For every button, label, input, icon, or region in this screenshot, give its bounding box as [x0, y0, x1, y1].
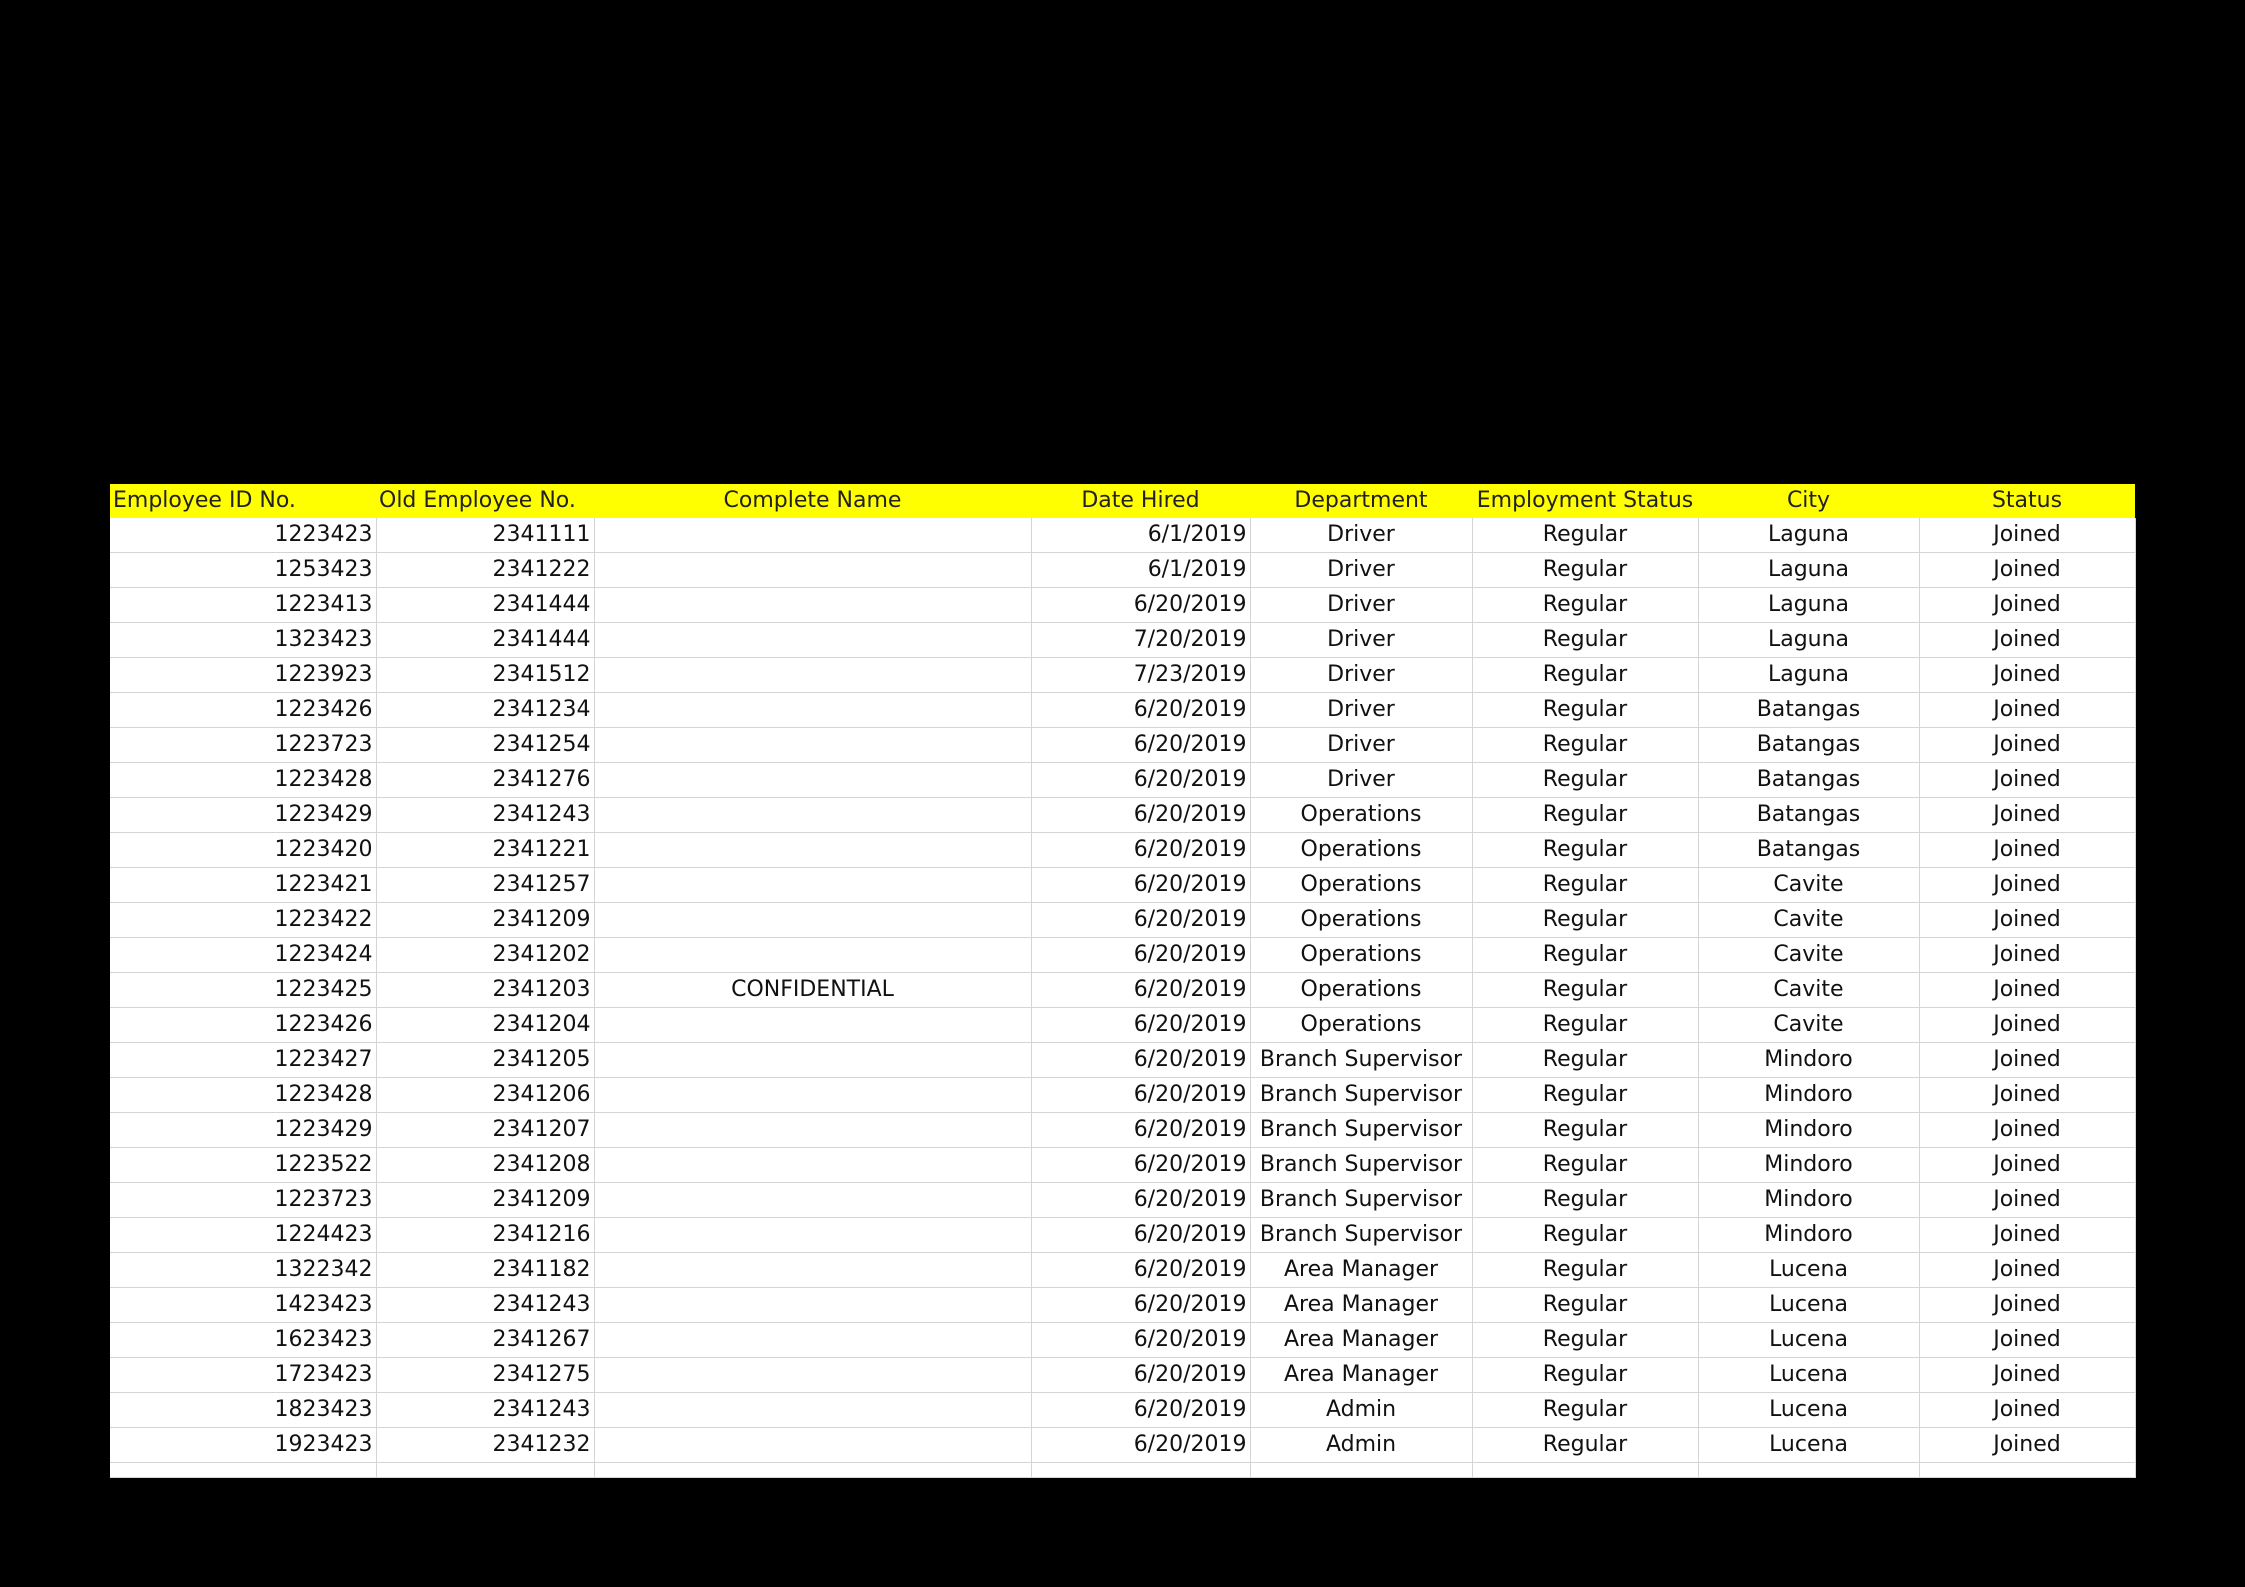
employee-id-cell[interactable]: 1223923 [110, 658, 376, 693]
status-cell[interactable]: Joined [1919, 1253, 2135, 1288]
city-cell[interactable]: Batangas [1698, 693, 1919, 728]
empty-cell[interactable] [376, 1463, 594, 1478]
date-hired-cell[interactable]: 6/1/2019 [1031, 518, 1250, 553]
employment-status-cell[interactable]: Regular [1472, 553, 1698, 588]
table-row [110, 693, 2135, 728]
department-cell[interactable]: Operations [1250, 903, 1472, 938]
status-cell[interactable]: Joined [1919, 903, 2135, 938]
table-row [110, 728, 2135, 763]
status-cell[interactable]: Joined [1919, 833, 2135, 868]
department-cell[interactable]: Driver [1250, 693, 1472, 728]
old-employee-no-cell[interactable]: 2341216 [376, 1218, 594, 1253]
city-cell[interactable]: Cavite [1698, 973, 1919, 1008]
department-cell[interactable]: Branch Supervisor [1250, 1078, 1472, 1113]
employee-id-cell[interactable]: 1223423 [110, 518, 376, 553]
employee-id-cell[interactable]: 1322342 [110, 1253, 376, 1288]
old-employee-no-cell[interactable]: 2341276 [376, 763, 594, 798]
complete-name-cell[interactable] [594, 1253, 1031, 1288]
employee-id-cell[interactable]: 1623423 [110, 1323, 376, 1358]
old-employee-no-cell[interactable]: 2341444 [376, 588, 594, 623]
department-cell[interactable]: Area Manager [1250, 1323, 1472, 1358]
old-employee-no-cell[interactable]: 2341209 [376, 903, 594, 938]
table-row [110, 1148, 2135, 1183]
empty-cell[interactable] [1698, 1463, 1919, 1478]
status-cell[interactable]: Joined [1919, 1288, 2135, 1323]
date-hired-cell[interactable]: 6/20/2019 [1031, 1218, 1250, 1253]
table-row [110, 588, 2135, 623]
old-employee-no-cell[interactable]: 2341209 [376, 1183, 594, 1218]
status-cell[interactable]: Joined [1919, 693, 2135, 728]
status-cell[interactable]: Joined [1919, 798, 2135, 833]
city-cell[interactable]: Cavite [1698, 1008, 1919, 1043]
department-cell[interactable]: Driver [1250, 623, 1472, 658]
department-cell[interactable]: Branch Supervisor [1250, 1113, 1472, 1148]
employment-status-cell[interactable]: Regular [1472, 833, 1698, 868]
employment-status-cell[interactable]: Regular [1472, 973, 1698, 1008]
employment-status-cell[interactable]: Regular [1472, 868, 1698, 903]
employment-status-cell[interactable]: Regular [1472, 1218, 1698, 1253]
employee-id-cell[interactable]: 1723423 [110, 1358, 376, 1393]
date-hired-cell[interactable]: 6/20/2019 [1031, 1358, 1250, 1393]
date-hired-cell[interactable]: 6/20/2019 [1031, 1043, 1250, 1078]
employee-id-cell[interactable]: 1223425 [110, 973, 376, 1008]
employment-status-cell[interactable]: Regular [1472, 1428, 1698, 1463]
city-cell[interactable]: Laguna [1698, 588, 1919, 623]
employee-id-cell[interactable]: 1223723 [110, 1183, 376, 1218]
header-city[interactable]: City [1698, 484, 1919, 518]
table-row [110, 763, 2135, 798]
employee-id-cell[interactable]: 1223723 [110, 728, 376, 763]
date-hired-cell[interactable]: 6/20/2019 [1031, 728, 1250, 763]
status-cell[interactable]: Joined [1919, 553, 2135, 588]
old-employee-no-cell[interactable]: 2341512 [376, 658, 594, 693]
department-cell[interactable]: Branch Supervisor [1250, 1218, 1472, 1253]
date-hired-cell[interactable]: 6/1/2019 [1031, 553, 1250, 588]
employment-status-cell[interactable]: Regular [1472, 1113, 1698, 1148]
employment-status-cell[interactable]: Regular [1472, 728, 1698, 763]
department-cell[interactable]: Driver [1250, 588, 1472, 623]
city-cell[interactable]: Lucena [1698, 1288, 1919, 1323]
table-row [110, 1078, 2135, 1113]
employment-status-cell[interactable]: Regular [1472, 1253, 1698, 1288]
header-employment-status[interactable]: Employment Status [1472, 484, 1698, 518]
date-hired-cell[interactable]: 7/20/2019 [1031, 623, 1250, 658]
old-employee-no-cell[interactable]: 2341234 [376, 693, 594, 728]
empty-cell[interactable] [1919, 1463, 2135, 1478]
department-cell[interactable]: Area Manager [1250, 1288, 1472, 1323]
employee-id-cell[interactable]: 1223426 [110, 693, 376, 728]
date-hired-cell[interactable]: 7/23/2019 [1031, 658, 1250, 693]
city-cell[interactable]: Cavite [1698, 903, 1919, 938]
employment-status-cell[interactable]: Regular [1472, 693, 1698, 728]
complete-name-cell[interactable] [594, 1148, 1031, 1183]
old-employee-no-cell[interactable]: 2341257 [376, 868, 594, 903]
employment-status-cell[interactable]: Regular [1472, 518, 1698, 553]
employment-status-cell[interactable]: Regular [1472, 1358, 1698, 1393]
department-cell[interactable]: Branch Supervisor [1250, 1183, 1472, 1218]
date-hired-cell[interactable]: 6/20/2019 [1031, 868, 1250, 903]
old-employee-no-cell[interactable]: 2341206 [376, 1078, 594, 1113]
status-cell[interactable]: Joined [1919, 1393, 2135, 1428]
header-department[interactable]: Department [1250, 484, 1472, 518]
employee-id-cell[interactable]: 1223429 [110, 1113, 376, 1148]
complete-name-cell[interactable] [594, 938, 1031, 973]
date-hired-cell[interactable]: 6/20/2019 [1031, 1253, 1250, 1288]
city-cell[interactable]: Mindoro [1698, 1043, 1919, 1078]
date-hired-cell[interactable]: 6/20/2019 [1031, 973, 1250, 1008]
city-cell[interactable]: Batangas [1698, 798, 1919, 833]
table-row [110, 903, 2135, 938]
employment-status-cell[interactable]: Regular [1472, 1183, 1698, 1218]
status-cell[interactable]: Joined [1919, 518, 2135, 553]
date-hired-cell[interactable]: 6/20/2019 [1031, 1428, 1250, 1463]
old-employee-no-cell[interactable]: 2341222 [376, 553, 594, 588]
status-cell[interactable]: Joined [1919, 1358, 2135, 1393]
department-cell[interactable]: Operations [1250, 1008, 1472, 1043]
status-cell[interactable]: Joined [1919, 1113, 2135, 1148]
header-date-hired[interactable]: Date Hired [1031, 484, 1250, 518]
table-row [110, 1323, 2135, 1358]
empty-row [110, 1463, 2135, 1478]
employee-id-cell[interactable]: 1223420 [110, 833, 376, 868]
employment-status-cell[interactable]: Regular [1472, 658, 1698, 693]
status-cell[interactable]: Joined [1919, 973, 2135, 1008]
table-row [110, 868, 2135, 903]
old-employee-no-cell[interactable]: 2341202 [376, 938, 594, 973]
table-row [110, 973, 2135, 1008]
status-cell[interactable]: Joined [1919, 938, 2135, 973]
header-status[interactable]: Status [1919, 484, 2135, 518]
date-hired-cell[interactable]: 6/20/2019 [1031, 938, 1250, 973]
city-cell[interactable]: Lucena [1698, 1393, 1919, 1428]
table-row [110, 1253, 2135, 1288]
table-row [110, 518, 2135, 553]
complete-name-cell[interactable] [594, 833, 1031, 868]
complete-name-cell[interactable] [594, 623, 1031, 658]
table-body [110, 518, 2135, 1478]
table-row [110, 1218, 2135, 1253]
status-cell[interactable]: Joined [1919, 658, 2135, 693]
old-employee-no-cell[interactable]: 2341204 [376, 1008, 594, 1043]
department-cell[interactable]: Driver [1250, 518, 1472, 553]
complete-name-cell[interactable] [594, 1078, 1031, 1113]
employment-status-cell[interactable]: Regular [1472, 588, 1698, 623]
complete-name-cell[interactable] [594, 693, 1031, 728]
date-hired-cell[interactable]: 6/20/2019 [1031, 763, 1250, 798]
table-row [110, 1358, 2135, 1393]
date-hired-cell[interactable]: 6/20/2019 [1031, 1323, 1250, 1358]
complete-name-cell[interactable] [594, 1323, 1031, 1358]
table-row [110, 1113, 2135, 1148]
table-row [110, 1043, 2135, 1078]
employment-status-cell[interactable]: Regular [1472, 938, 1698, 973]
employee-id-cell[interactable]: 1423423 [110, 1288, 376, 1323]
employment-status-cell[interactable]: Regular [1472, 1008, 1698, 1043]
city-cell[interactable]: Lucena [1698, 1358, 1919, 1393]
department-cell[interactable]: Operations [1250, 973, 1472, 1008]
date-hired-cell[interactable]: 6/20/2019 [1031, 1288, 1250, 1323]
department-cell[interactable]: Branch Supervisor [1250, 1043, 1472, 1078]
old-employee-no-cell[interactable]: 2341254 [376, 728, 594, 763]
employee-id-cell[interactable]: 1224423 [110, 1218, 376, 1253]
status-cell[interactable]: Joined [1919, 868, 2135, 903]
date-hired-cell[interactable]: 6/20/2019 [1031, 903, 1250, 938]
employee-id-cell[interactable]: 1223428 [110, 763, 376, 798]
status-cell[interactable]: Joined [1919, 763, 2135, 798]
department-cell[interactable]: Operations [1250, 833, 1472, 868]
old-employee-no-cell[interactable]: 2341208 [376, 1148, 594, 1183]
complete-name-cell[interactable] [594, 588, 1031, 623]
table-row [110, 1183, 2135, 1218]
employee-id-cell[interactable]: 1923423 [110, 1428, 376, 1463]
department-cell[interactable]: Operations [1250, 798, 1472, 833]
employment-status-cell[interactable]: Regular [1472, 763, 1698, 798]
status-cell[interactable]: Joined [1919, 728, 2135, 763]
date-hired-cell[interactable]: 6/20/2019 [1031, 798, 1250, 833]
complete-name-cell[interactable] [594, 1288, 1031, 1323]
city-cell[interactable]: Mindoro [1698, 1078, 1919, 1113]
status-cell[interactable]: Joined [1919, 1428, 2135, 1463]
city-cell[interactable]: Laguna [1698, 518, 1919, 553]
department-cell[interactable]: Operations [1250, 868, 1472, 903]
header-row [110, 484, 2135, 518]
department-cell[interactable]: Driver [1250, 728, 1472, 763]
employment-status-cell[interactable]: Regular [1472, 903, 1698, 938]
old-employee-no-cell[interactable]: 2341207 [376, 1113, 594, 1148]
employment-status-cell[interactable]: Regular [1472, 798, 1698, 833]
date-hired-cell[interactable]: 6/20/2019 [1031, 1393, 1250, 1428]
table-row [110, 798, 2135, 833]
city-cell[interactable]: Laguna [1698, 553, 1919, 588]
city-cell[interactable]: Mindoro [1698, 1113, 1919, 1148]
department-cell[interactable]: Admin [1250, 1393, 1472, 1428]
old-employee-no-cell[interactable]: 2341205 [376, 1043, 594, 1078]
old-employee-no-cell[interactable]: 2341203 [376, 973, 594, 1008]
complete-name-cell[interactable] [594, 798, 1031, 833]
city-cell[interactable]: Batangas [1698, 833, 1919, 868]
empty-cell[interactable] [1031, 1463, 1250, 1478]
city-cell[interactable]: Laguna [1698, 623, 1919, 658]
spreadsheet-sheet [110, 484, 2135, 1478]
table-row [110, 658, 2135, 693]
department-cell[interactable]: Area Manager [1250, 1253, 1472, 1288]
old-employee-no-cell[interactable]: 2341275 [376, 1358, 594, 1393]
department-cell[interactable]: Area Manager [1250, 1358, 1472, 1393]
status-cell[interactable]: Joined [1919, 1043, 2135, 1078]
table-row [110, 1393, 2135, 1428]
department-cell[interactable]: Operations [1250, 938, 1472, 973]
status-cell[interactable]: Joined [1919, 588, 2135, 623]
complete-name-cell[interactable] [594, 658, 1031, 693]
employment-status-cell[interactable]: Regular [1472, 623, 1698, 658]
employment-status-cell[interactable]: Regular [1472, 1393, 1698, 1428]
empty-cell[interactable] [594, 1463, 1031, 1478]
employee-id-cell[interactable]: 1323423 [110, 623, 376, 658]
old-employee-no-cell[interactable]: 2341444 [376, 623, 594, 658]
table-row [110, 833, 2135, 868]
old-employee-no-cell[interactable]: 2341182 [376, 1253, 594, 1288]
status-cell[interactable]: Joined [1919, 1183, 2135, 1218]
old-employee-no-cell[interactable]: 2341243 [376, 798, 594, 833]
employee-id-cell[interactable]: 1223413 [110, 588, 376, 623]
complete-name-cell[interactable] [594, 763, 1031, 798]
header-complete-name[interactable]: Complete Name [594, 484, 1031, 518]
employment-status-cell[interactable]: Regular [1472, 1323, 1698, 1358]
date-hired-cell[interactable]: 6/20/2019 [1031, 1008, 1250, 1043]
city-cell[interactable]: Lucena [1698, 1323, 1919, 1358]
complete-name-cell[interactable] [594, 868, 1031, 903]
department-cell[interactable]: Driver [1250, 763, 1472, 798]
old-employee-no-cell[interactable]: 2341111 [376, 518, 594, 553]
employment-status-cell[interactable]: Regular [1472, 1043, 1698, 1078]
complete-name-cell[interactable] [594, 1393, 1031, 1428]
empty-cell[interactable] [1472, 1463, 1698, 1478]
status-cell[interactable]: Joined [1919, 1008, 2135, 1043]
department-cell[interactable]: Driver [1250, 658, 1472, 693]
old-employee-no-cell[interactable]: 2341243 [376, 1393, 594, 1428]
employee-id-cell[interactable]: 1823423 [110, 1393, 376, 1428]
table-row [110, 1428, 2135, 1463]
employee-id-cell[interactable]: 1223427 [110, 1043, 376, 1078]
status-cell[interactable]: Joined [1919, 1323, 2135, 1358]
status-cell[interactable]: Joined [1919, 1148, 2135, 1183]
old-employee-no-cell[interactable]: 2341221 [376, 833, 594, 868]
city-cell[interactable]: Laguna [1698, 658, 1919, 693]
employment-status-cell[interactable]: Regular [1472, 1148, 1698, 1183]
employee-id-cell[interactable]: 1223422 [110, 903, 376, 938]
complete-name-cell[interactable] [594, 1043, 1031, 1078]
date-hired-cell[interactable]: 6/20/2019 [1031, 1113, 1250, 1148]
employee-id-cell[interactable]: 1223428 [110, 1078, 376, 1113]
table-row [110, 1288, 2135, 1323]
complete-name-cell[interactable] [594, 1113, 1031, 1148]
employee-id-cell[interactable]: 1223426 [110, 1008, 376, 1043]
city-cell[interactable]: Cavite [1698, 938, 1919, 973]
complete-name-cell[interactable]: CONFIDENTIAL [594, 973, 1031, 1008]
city-cell[interactable]: Batangas [1698, 763, 1919, 798]
empty-cell[interactable] [110, 1463, 376, 1478]
complete-name-cell[interactable] [594, 1428, 1031, 1463]
empty-cell[interactable] [1250, 1463, 1472, 1478]
complete-name-cell[interactable] [594, 518, 1031, 553]
status-cell[interactable]: Joined [1919, 1078, 2135, 1113]
employee-table [110, 484, 2136, 1478]
employee-id-cell[interactable]: 1223424 [110, 938, 376, 973]
complete-name-cell[interactable] [594, 553, 1031, 588]
table-row [110, 553, 2135, 588]
complete-name-cell[interactable] [594, 1183, 1031, 1218]
table-row [110, 938, 2135, 973]
complete-name-cell[interactable] [594, 903, 1031, 938]
employee-id-cell[interactable]: 1253423 [110, 553, 376, 588]
status-cell[interactable]: Joined [1919, 623, 2135, 658]
city-cell[interactable]: Mindoro [1698, 1183, 1919, 1218]
header-old-employee-no[interactable]: Old Employee No. [376, 484, 594, 518]
department-cell[interactable]: Branch Supervisor [1250, 1148, 1472, 1183]
header-employee-id[interactable]: Employee ID No. [110, 484, 376, 518]
city-cell[interactable]: Mindoro [1698, 1218, 1919, 1253]
city-cell[interactable]: Cavite [1698, 868, 1919, 903]
date-hired-cell[interactable]: 6/20/2019 [1031, 588, 1250, 623]
department-cell[interactable]: Driver [1250, 553, 1472, 588]
table-row [110, 1008, 2135, 1043]
complete-name-cell[interactable] [594, 728, 1031, 763]
employee-id-cell[interactable]: 1223429 [110, 798, 376, 833]
date-hired-cell[interactable]: 6/20/2019 [1031, 1183, 1250, 1218]
date-hired-cell[interactable]: 6/20/2019 [1031, 1078, 1250, 1113]
city-cell[interactable]: Batangas [1698, 728, 1919, 763]
employee-id-cell[interactable]: 1223522 [110, 1148, 376, 1183]
employment-status-cell[interactable]: Regular [1472, 1288, 1698, 1323]
date-hired-cell[interactable]: 6/20/2019 [1031, 693, 1250, 728]
city-cell[interactable]: Lucena [1698, 1428, 1919, 1463]
date-hired-cell[interactable]: 6/20/2019 [1031, 833, 1250, 868]
table-row [110, 623, 2135, 658]
city-cell[interactable]: Mindoro [1698, 1148, 1919, 1183]
complete-name-cell[interactable] [594, 1218, 1031, 1253]
old-employee-no-cell[interactable]: 2341232 [376, 1428, 594, 1463]
city-cell[interactable]: Lucena [1698, 1253, 1919, 1288]
complete-name-cell[interactable] [594, 1358, 1031, 1393]
employee-id-cell[interactable]: 1223421 [110, 868, 376, 903]
complete-name-cell[interactable] [594, 1008, 1031, 1043]
old-employee-no-cell[interactable]: 2341243 [376, 1288, 594, 1323]
department-cell[interactable]: Admin [1250, 1428, 1472, 1463]
date-hired-cell[interactable]: 6/20/2019 [1031, 1148, 1250, 1183]
status-cell[interactable]: Joined [1919, 1218, 2135, 1253]
old-employee-no-cell[interactable]: 2341267 [376, 1323, 594, 1358]
employment-status-cell[interactable]: Regular [1472, 1078, 1698, 1113]
